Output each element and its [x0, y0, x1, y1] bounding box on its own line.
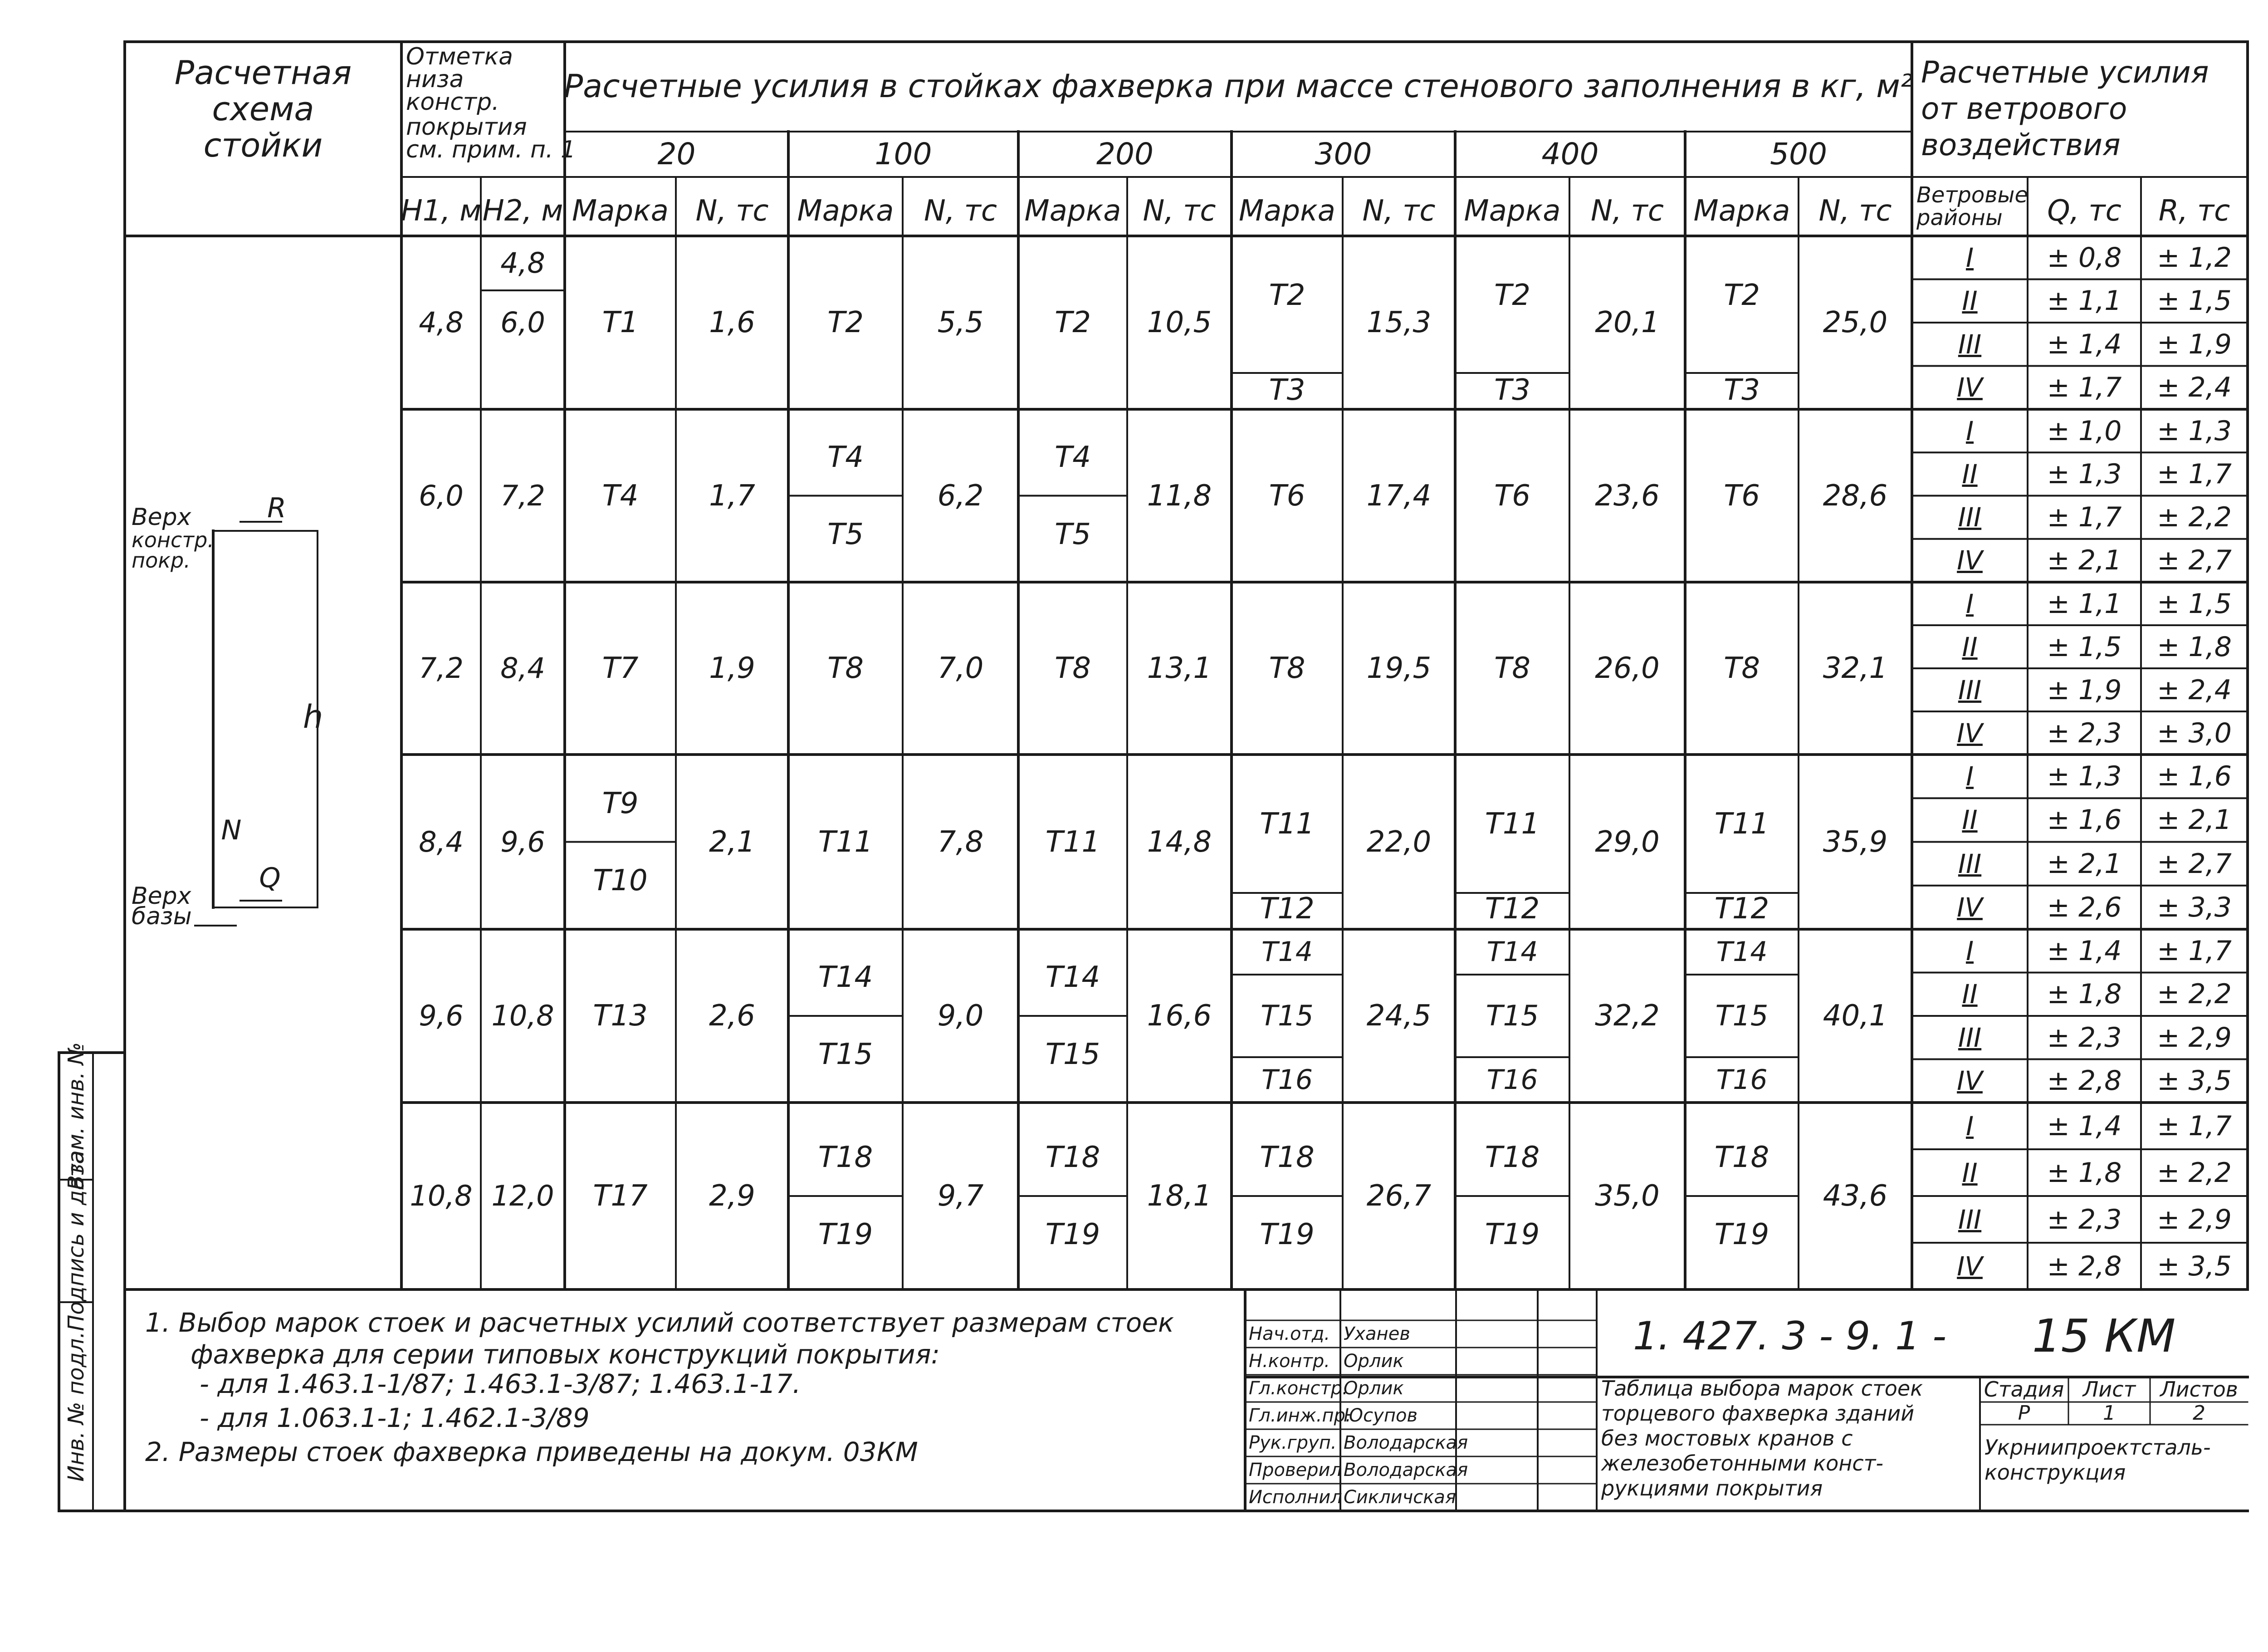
n-value: 26,0 [1595, 652, 1660, 685]
h2-value: 7,2 [500, 479, 545, 512]
col-marka: Марка [1464, 194, 1561, 228]
tb-role: Н.контр. [1249, 1351, 1330, 1372]
mark: Т11 [1045, 825, 1100, 859]
mark: Т15 [1486, 999, 1539, 1032]
n-value: 43,6 [1823, 1179, 1888, 1213]
elev-title: низа [406, 66, 464, 93]
h1-value: 7,2 [419, 652, 464, 685]
mass-20: 20 [657, 137, 696, 172]
col-n: N, тс [1143, 194, 1216, 228]
q-value: ± 1,5 [2047, 631, 2122, 663]
scheme-top-label: Верх [132, 504, 191, 531]
tb-role: Исполнил [1249, 1487, 1342, 1508]
mark: Т18 [1260, 1141, 1315, 1174]
n-value: 14,8 [1147, 825, 1212, 859]
col-n: N, тс [1818, 194, 1892, 228]
wind-region: III [1958, 1204, 1982, 1235]
q-value: ± 1,0 [2047, 415, 2122, 447]
stage-value: Р [2018, 1402, 2030, 1425]
n-value: 35,0 [1595, 1179, 1660, 1213]
n-value: 40,1 [1823, 999, 1888, 1033]
tb-name: Сикличская [1344, 1487, 1457, 1508]
col-h2: H2, м [482, 194, 563, 228]
q-value: ± 1,4 [2047, 328, 2122, 360]
wind-title: Расчетные усилия [1921, 55, 2209, 90]
scheme-top-label: покр. [132, 548, 191, 573]
scheme-q: Q [259, 862, 281, 894]
n-value: 23,6 [1595, 479, 1660, 513]
mark: Т14 [1716, 936, 1768, 968]
tb-role: Гл.инж.пр. [1249, 1405, 1351, 1426]
q-value: ± 1,1 [2047, 588, 2122, 620]
n-value: 7,8 [937, 825, 984, 859]
r-value: ± 3,5 [2157, 1250, 2232, 1282]
col-h1: H1, м [401, 194, 482, 228]
n-value: 16,6 [1147, 999, 1212, 1033]
r-value: ± 2,7 [2157, 544, 2232, 577]
elev-title: констр. [406, 88, 499, 116]
col-n: N, тс [1362, 194, 1436, 228]
r-value: ± 1,5 [2157, 285, 2232, 317]
q-value: ± 1,3 [2047, 458, 2122, 490]
mark: Т15 [1261, 999, 1314, 1032]
q-value: ± 2,8 [2047, 1250, 2122, 1282]
n-value: 7,0 [937, 652, 984, 685]
mark: Т11 [1260, 807, 1315, 841]
mark: Т3 [1724, 373, 1760, 407]
wind-region: II [1962, 804, 1978, 836]
col-n: N, тс [1590, 194, 1664, 228]
elev-title: покрытия [406, 113, 527, 141]
h1-value: 10,8 [410, 1179, 473, 1212]
h2-value: 4,8 [500, 246, 545, 279]
mass-100: 100 [875, 137, 932, 172]
note-line: 2. Размеры стоек фахверка приведены на докум. 03КМ [145, 1436, 918, 1467]
q-value: ± 1,4 [2047, 1110, 2122, 1142]
sheets-label: Листов [2160, 1377, 2238, 1402]
wind-region: I [1965, 935, 1974, 966]
r-value: ± 1,7 [2157, 935, 2232, 967]
mark: Т5 [1055, 517, 1091, 551]
tb-description: без мостовых кранов с [1601, 1426, 1853, 1451]
scheme-top-label: констр. [132, 528, 214, 552]
n-value: 9,0 [937, 999, 984, 1033]
n-value: 32,2 [1595, 999, 1660, 1033]
mass-400: 400 [1541, 137, 1599, 172]
tb-description: Таблица выбора марок стоек [1601, 1376, 1923, 1401]
tb-name: Орлик [1344, 1351, 1404, 1372]
n-value: 28,6 [1823, 479, 1888, 513]
q-value: ± 1,1 [2047, 285, 2122, 317]
q-value: ± 2,8 [2047, 1065, 2122, 1097]
mark: Т4 [827, 440, 864, 474]
tb-name: Володарская [1344, 1460, 1468, 1480]
tb-role: Проверил [1249, 1460, 1342, 1480]
r-value: ± 1,3 [2157, 415, 2232, 447]
mark: Т8 [1055, 652, 1091, 685]
mark: Т16 [1261, 1064, 1313, 1096]
n-value: 25,0 [1823, 306, 1888, 339]
mark: Т19 [1714, 1218, 1769, 1251]
wind-region: III [1958, 328, 1982, 360]
n-value: 2,6 [709, 999, 755, 1033]
col-n: N, тс [924, 194, 997, 228]
mark: Т19 [1260, 1218, 1315, 1251]
n-value: 15,3 [1366, 306, 1432, 339]
scheme-title: Расчетная [174, 54, 352, 92]
n-value: 1,6 [709, 306, 755, 339]
mark: Т18 [1714, 1141, 1769, 1174]
mark: Т8 [1494, 652, 1530, 685]
mark: Т8 [1724, 652, 1760, 685]
col-q: Q, тс [2047, 194, 2121, 228]
mark: Т8 [827, 652, 864, 685]
n-value: 26,7 [1366, 1179, 1432, 1213]
note-line: - для 1.463.1-1/87; 1.463.1-3/87; 1.463.1-17. [200, 1368, 801, 1399]
wind-region: I [1965, 588, 1974, 619]
mark: Т14 [818, 961, 873, 994]
mark: Т11 [1714, 807, 1769, 841]
mark: Т18 [818, 1141, 873, 1174]
col-marka: Марка [1239, 194, 1335, 228]
wind-region: I [1965, 761, 1974, 792]
note-line: 1. Выбор марок стоек и расчетных усилий соответствует размерам стоек [145, 1307, 1174, 1338]
h2-value: 9,6 [500, 825, 545, 858]
wind-region: IV [1957, 1065, 1983, 1097]
wind-region: II [1962, 285, 1978, 317]
tb-description: рукциями покрытия [1601, 1476, 1823, 1500]
sheets-value: 2 [2193, 1402, 2205, 1425]
r-value: ± 2,2 [2157, 1157, 2232, 1189]
h1-value: 9,6 [419, 999, 464, 1032]
wind-region: I [1965, 242, 1974, 273]
tb-role: Гл.констр. [1249, 1378, 1348, 1399]
scheme-base-label: базы [132, 903, 192, 930]
h1-value: 8,4 [419, 825, 464, 858]
q-value: ± 2,1 [2047, 544, 2122, 577]
r-value: ± 2,2 [2157, 501, 2232, 534]
side-stamp: Взам. инв. № [64, 1042, 89, 1190]
tb-name: Юсупов [1344, 1405, 1418, 1426]
org-name: Укрниипроектсталь- [1984, 1435, 2211, 1460]
q-value: ± 1,8 [2047, 1157, 2122, 1189]
wind-region: IV [1957, 372, 1983, 403]
n-value: 11,8 [1147, 479, 1212, 513]
mark: Т16 [1716, 1064, 1768, 1096]
wind-region: IV [1957, 1250, 1983, 1282]
q-value: ± 1,7 [2047, 372, 2122, 404]
tb-role: Нач.отд. [1249, 1324, 1330, 1344]
mark: Т1 [602, 306, 639, 339]
mark: Т9 [602, 786, 639, 820]
wind-region: II [1962, 979, 1978, 1010]
r-value: ± 1,2 [2157, 241, 2232, 274]
forces-title: Расчетные усилия в стойках фахверка при массе стенового заполнения в кг, м² [563, 68, 1913, 105]
scheme-h: h [303, 698, 323, 735]
mark: Т5 [827, 517, 864, 551]
mark: Т18 [1485, 1141, 1540, 1174]
n-value: 32,1 [1823, 652, 1888, 685]
tb-description: торцевого фахверка зданий [1601, 1401, 1915, 1426]
n-value: 24,5 [1366, 999, 1432, 1033]
tb-role: Рук.груп. [1249, 1432, 1337, 1453]
mark: Т4 [1055, 440, 1091, 474]
r-value: ± 2,1 [2157, 804, 2232, 836]
h1-value: 4,8 [419, 306, 464, 339]
mark: Т19 [818, 1218, 873, 1251]
mark: Т2 [1055, 306, 1091, 339]
mark: Т7 [602, 652, 639, 685]
n-value: 9,7 [937, 1179, 984, 1213]
mark: Т11 [818, 825, 873, 859]
mark: Т15 [1715, 999, 1769, 1032]
wind-region: I [1965, 415, 1974, 446]
mark: Т3 [1494, 373, 1530, 407]
col-marka: Марка [572, 194, 669, 228]
mark: Т3 [1269, 373, 1305, 407]
note-line: фахверка для серии типовых конструкций покрытия: [191, 1339, 940, 1370]
mark: Т6 [1494, 479, 1530, 513]
mark: Т12 [1260, 892, 1315, 926]
col-n: N, тс [695, 194, 769, 228]
wind-region: III [1958, 674, 1982, 706]
mark: Т15 [818, 1038, 873, 1071]
r-value: ± 1,5 [2157, 588, 2232, 620]
r-value: ± 2,7 [2157, 848, 2232, 880]
q-value: ± 1,6 [2047, 804, 2122, 836]
mark: Т2 [1494, 279, 1530, 312]
mark: Т8 [1269, 652, 1305, 685]
mark: Т6 [1269, 479, 1305, 513]
mark: Т17 [593, 1179, 648, 1213]
q-value: ± 1,7 [2047, 501, 2122, 534]
r-value: ± 1,7 [2157, 458, 2232, 490]
mark: Т19 [1045, 1218, 1100, 1251]
r-value: ± 2,4 [2157, 372, 2232, 404]
wind-region: II [1962, 458, 1978, 490]
doc-code: 1. 427. 3 - 9. 1 - [1633, 1314, 1947, 1359]
n-value: 2,1 [709, 825, 755, 859]
tb-name: Уханев [1344, 1324, 1410, 1344]
q-value: ± 2,6 [2047, 891, 2122, 923]
wind-region: IV [1957, 892, 1983, 923]
wind-region: II [1962, 631, 1978, 662]
mark: Т13 [593, 999, 648, 1033]
mark: Т16 [1486, 1064, 1538, 1096]
n-value: 17,4 [1366, 479, 1432, 513]
q-value: ± 1,8 [2047, 978, 2122, 1010]
elev-title: Отметка [406, 43, 513, 70]
mark: Т14 [1486, 936, 1538, 968]
r-value: ± 3,3 [2157, 891, 2232, 923]
n-value: 35,9 [1823, 825, 1888, 859]
mark: Т14 [1261, 936, 1313, 968]
n-value: 22,0 [1366, 825, 1432, 859]
q-value: ± 1,4 [2047, 935, 2122, 967]
stage-label: Стадия [1984, 1377, 2064, 1402]
n-value: 19,5 [1366, 652, 1432, 685]
mark: Т4 [602, 479, 639, 513]
r-value: ± 1,9 [2157, 328, 2232, 360]
n-value: 10,5 [1147, 306, 1212, 339]
wind-title: воздействия [1921, 127, 2121, 162]
r-value: ± 2,2 [2157, 978, 2232, 1010]
q-value: ± 2,3 [2047, 717, 2122, 749]
mark: Т12 [1714, 892, 1769, 926]
n-value: 6,2 [937, 479, 984, 513]
mark: Т11 [1485, 807, 1540, 841]
mark: Т12 [1485, 892, 1540, 926]
sheet-label: Лист [2082, 1377, 2136, 1402]
tb-description: железобетонными конст- [1601, 1451, 1884, 1476]
elev-title: см. прим. п. 1 [406, 136, 576, 163]
sheet-value: 1 [2103, 1402, 2116, 1425]
side-stamp: Инв. № подл. [64, 1331, 89, 1482]
mass-200: 200 [1096, 137, 1154, 172]
r-value: ± 2,4 [2157, 674, 2232, 706]
mass-500: 500 [1770, 137, 1827, 172]
mass-300: 300 [1315, 137, 1372, 172]
q-value: ± 2,3 [2047, 1203, 2122, 1235]
mark: Т6 [1724, 479, 1760, 513]
n-value: 1,9 [709, 652, 755, 685]
mark: Т19 [1485, 1218, 1540, 1251]
tb-name: Володарская [1344, 1432, 1468, 1453]
r-value: ± 1,8 [2157, 631, 2232, 663]
r-value: ± 1,6 [2157, 760, 2232, 793]
sheet-code: 15 КМ [2032, 1309, 2176, 1363]
h1-value: 6,0 [419, 479, 464, 512]
n-value: 13,1 [1147, 652, 1212, 685]
col-marka: Марка [797, 194, 894, 228]
mark: Т2 [827, 306, 864, 339]
wind-region: IV [1957, 545, 1983, 576]
n-value: 18,1 [1147, 1179, 1212, 1213]
n-value: 29,0 [1595, 825, 1660, 859]
n-value: 2,9 [709, 1179, 755, 1213]
scheme-title: стойки [203, 126, 323, 164]
wind-region: III [1958, 1022, 1982, 1053]
mark: Т2 [1269, 279, 1305, 312]
r-value: ± 3,5 [2157, 1065, 2232, 1097]
col-regions: районы [1916, 205, 2003, 230]
h2-value: 8,4 [500, 652, 545, 685]
scheme-r: R [267, 492, 286, 524]
side-stamp: Подпись и дата [64, 1151, 89, 1331]
q-value: ± 1,9 [2047, 674, 2122, 706]
mark: Т2 [1724, 279, 1760, 312]
q-value: ± 1,3 [2047, 760, 2122, 793]
n-value: 1,7 [709, 479, 755, 513]
col-marka: Марка [1024, 194, 1121, 228]
col-r: R, тс [2158, 194, 2230, 228]
scheme-base-label: Верх [132, 882, 191, 910]
r-value: ± 1,7 [2157, 1110, 2232, 1142]
wind-region: III [1958, 502, 1982, 533]
h2-value: 12,0 [491, 1179, 554, 1212]
col-regions: Ветровые [1916, 182, 2028, 208]
wind-region: II [1962, 1157, 1978, 1188]
q-value: ± 2,1 [2047, 848, 2122, 880]
wind-title: от ветрового [1921, 91, 2127, 126]
org-name: конструкция [1984, 1460, 2126, 1485]
h2-value: 10,8 [491, 999, 554, 1032]
mark: Т14 [1045, 961, 1100, 994]
mark: Т18 [1045, 1141, 1100, 1174]
wind-region: IV [1957, 717, 1983, 749]
h2-value: 6,0 [500, 306, 545, 339]
r-value: ± 2,9 [2157, 1203, 2232, 1235]
mark: Т10 [593, 863, 648, 897]
q-value: ± 2,3 [2047, 1021, 2122, 1054]
q-value: ± 0,8 [2047, 241, 2122, 274]
n-value: 5,5 [937, 306, 984, 339]
note-line: - для 1.063.1-1; 1.462.1-3/89 [200, 1402, 590, 1433]
n-value: 20,1 [1595, 306, 1660, 339]
tb-name: Орлик [1344, 1378, 1404, 1399]
scheme-title: схема [212, 90, 314, 128]
r-value: ± 3,0 [2157, 717, 2232, 749]
r-value: ± 2,9 [2157, 1021, 2232, 1054]
col-marka: Марка [1693, 194, 1790, 228]
wind-region: I [1965, 1110, 1974, 1142]
mark: Т15 [1045, 1038, 1100, 1071]
scheme-n: N [221, 814, 242, 846]
wind-region: III [1958, 848, 1982, 879]
